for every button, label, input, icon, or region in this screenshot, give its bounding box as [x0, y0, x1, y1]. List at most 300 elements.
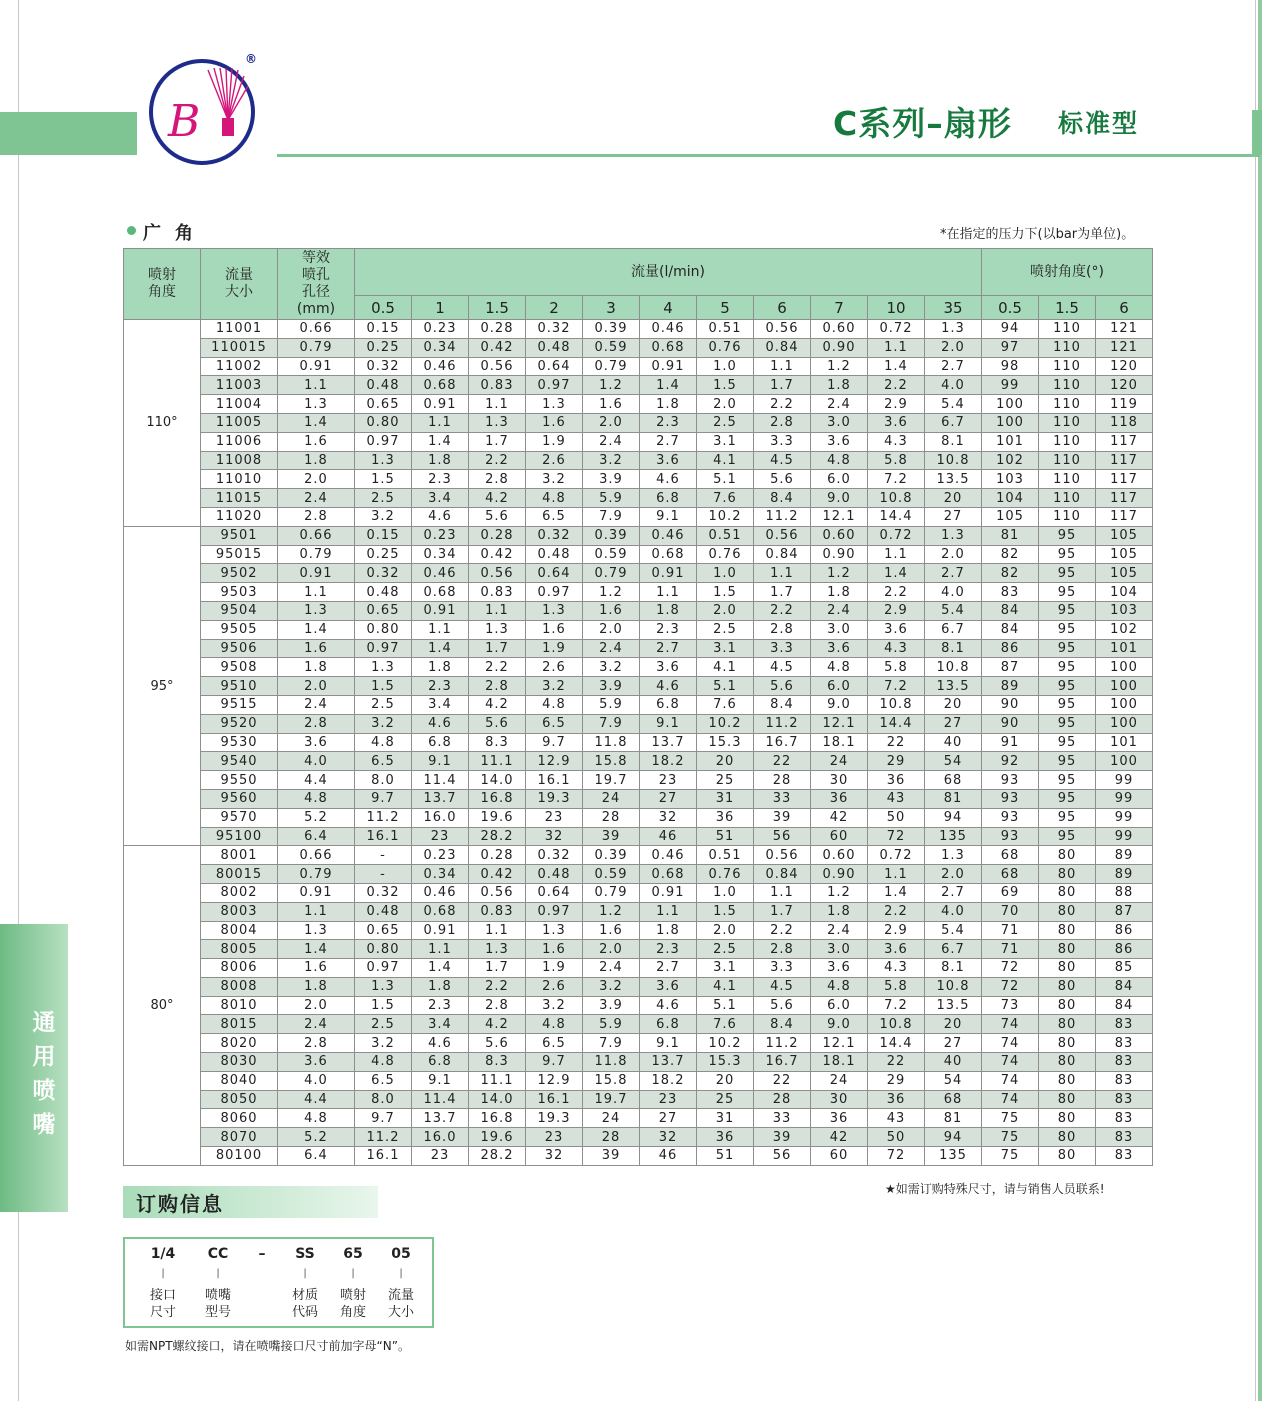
- table-cell: 2.0: [583, 940, 640, 959]
- table-cell: 110: [1039, 357, 1096, 376]
- table-cell: 0.97: [526, 902, 583, 921]
- table-cell: 1.4: [640, 376, 697, 395]
- table-cell: 9501: [201, 526, 278, 545]
- table-cell: 2.6: [526, 977, 583, 996]
- table-cell: 2.4: [583, 959, 640, 978]
- table-cell: 36: [697, 808, 754, 827]
- order-code-connector: |: [216, 1268, 220, 1279]
- table-cell: 13.5: [925, 677, 982, 696]
- table-cell: 0.25: [355, 545, 412, 564]
- table-cell: 36: [868, 1090, 925, 1109]
- table-cell: 3.2: [355, 714, 412, 733]
- table-row: [124, 733, 1153, 752]
- table-cell: 8.1: [925, 432, 982, 451]
- table-cell: 12.1: [811, 714, 868, 733]
- table-row: [124, 1034, 1153, 1053]
- table-cell: 0.80: [355, 413, 412, 432]
- table-cell: 0.46: [412, 883, 469, 902]
- table-cell: 11015: [201, 489, 278, 508]
- table-cell: 80: [1039, 921, 1096, 940]
- table-cell: 0.91: [278, 883, 355, 902]
- table-cell: 4.3: [868, 959, 925, 978]
- table-cell: 28: [583, 808, 640, 827]
- table-cell: 0.25: [355, 338, 412, 357]
- table-cell: 1.8: [278, 451, 355, 470]
- table-cell: 1.7: [754, 902, 811, 921]
- table-cell: 0.51: [697, 526, 754, 545]
- table-row: [124, 808, 1153, 827]
- table-row: [124, 865, 1153, 884]
- table-cell: 19.3: [526, 1109, 583, 1128]
- table-cell: 0.91: [412, 395, 469, 414]
- table-cell: 4.2: [469, 695, 526, 714]
- table-cell: 4.1: [697, 977, 754, 996]
- table-cell: 117: [1096, 470, 1153, 489]
- table-cell: 3.2: [526, 677, 583, 696]
- table-cell: 9.1: [412, 752, 469, 771]
- table-cell: 9.7: [355, 1109, 412, 1128]
- table-cell: 9530: [201, 733, 278, 752]
- table-cell: 9.0: [811, 1015, 868, 1034]
- table-cell: 0.90: [811, 545, 868, 564]
- table-cell: 18.2: [640, 1071, 697, 1090]
- table-row: [124, 376, 1153, 395]
- table-cell: 99: [1096, 771, 1153, 790]
- npt-note: 如需NPT螺纹接口，请在喷嘴接口尺寸前加字母“N”。: [125, 1339, 410, 1353]
- table-cell: 1.0: [697, 357, 754, 376]
- table-cell: 110: [1039, 413, 1096, 432]
- table-cell: 1.2: [811, 883, 868, 902]
- table-cell: 3.3: [754, 432, 811, 451]
- table-cell: 0.56: [754, 320, 811, 339]
- table-cell: 19.3: [526, 789, 583, 808]
- table-cell: 1.6: [278, 432, 355, 451]
- table-cell: 33: [754, 1109, 811, 1128]
- table-cell: 2.7: [925, 564, 982, 583]
- table-cell: 2.7: [925, 357, 982, 376]
- table-cell: 2.4: [811, 395, 868, 414]
- table-cell: 9.7: [355, 789, 412, 808]
- table-cell: 4.8: [526, 695, 583, 714]
- table-cell: 0.68: [412, 376, 469, 395]
- group-angle: 80°: [124, 846, 201, 1166]
- table-row: [124, 545, 1153, 564]
- table-cell: 4.5: [754, 977, 811, 996]
- table-cell: 7.6: [697, 489, 754, 508]
- table-cell: 1.1: [868, 865, 925, 884]
- table-cell: 74: [982, 1071, 1039, 1090]
- table-cell: 2.5: [355, 489, 412, 508]
- table-cell: 95015: [201, 545, 278, 564]
- table-cell: 94: [925, 1128, 982, 1147]
- table-cell: 8030: [201, 1053, 278, 1072]
- table-cell: 0.97: [355, 639, 412, 658]
- table-cell: 60: [811, 827, 868, 846]
- table-cell: 8040: [201, 1071, 278, 1090]
- table-cell: 0.72: [868, 526, 925, 545]
- table-cell: 5.6: [754, 677, 811, 696]
- table-cell: 11.2: [754, 714, 811, 733]
- table-cell: 93: [982, 771, 1039, 790]
- table-cell: 95: [1039, 789, 1096, 808]
- table-cell: 0.28: [469, 526, 526, 545]
- table-cell: 27: [925, 1034, 982, 1053]
- table-cell: 23: [526, 1128, 583, 1147]
- table-cell: 95: [1039, 733, 1096, 752]
- page-title: C系列–扇形: [833, 104, 1012, 143]
- table-cell: 3.4: [412, 695, 469, 714]
- header-capacity: 流量 大小: [201, 249, 278, 320]
- table-cell: 2.2: [469, 451, 526, 470]
- table-cell: 20: [925, 695, 982, 714]
- table-cell: 1.6: [526, 413, 583, 432]
- table-row: [124, 658, 1153, 677]
- table-cell: 74: [982, 1034, 1039, 1053]
- table-row: [124, 677, 1153, 696]
- table-cell: 32: [640, 808, 697, 827]
- table-cell: 0.46: [640, 846, 697, 865]
- table-cell: 6.5: [526, 714, 583, 733]
- table-cell: 3.4: [412, 1015, 469, 1034]
- table-cell: 11.2: [355, 808, 412, 827]
- table-cell: 5.9: [583, 489, 640, 508]
- table-cell: 2.2: [754, 395, 811, 414]
- table-row: [124, 940, 1153, 959]
- table-cell: 0.79: [278, 338, 355, 357]
- table-row: [124, 413, 1153, 432]
- table-cell: 1.5: [355, 470, 412, 489]
- table-cell: 4.0: [278, 1071, 355, 1090]
- table-cell: 51: [697, 827, 754, 846]
- table-cell: 9570: [201, 808, 278, 827]
- table-cell: 110: [1039, 489, 1096, 508]
- table-cell: 1.4: [412, 959, 469, 978]
- table-cell: 110: [1039, 432, 1096, 451]
- table-cell: 16.7: [754, 1053, 811, 1072]
- table-row: [124, 470, 1153, 489]
- table-cell: 22: [868, 1053, 925, 1072]
- table-cell: 1.1: [412, 413, 469, 432]
- table-cell: 93: [982, 827, 1039, 846]
- table-cell: 23: [640, 771, 697, 790]
- table-cell: 86: [1096, 921, 1153, 940]
- table-cell: 1.1: [412, 620, 469, 639]
- brand-logo: [148, 58, 256, 166]
- table-cell: 0.15: [355, 526, 412, 545]
- table-cell: 95: [1039, 639, 1096, 658]
- table-cell: 4.6: [412, 1034, 469, 1053]
- table-cell: 22: [754, 752, 811, 771]
- table-cell: 20: [697, 1071, 754, 1090]
- table-cell: 103: [982, 470, 1039, 489]
- table-cell: 2.2: [868, 902, 925, 921]
- table-cell: 1.1: [754, 883, 811, 902]
- order-code-part: 1/4: [150, 1246, 176, 1262]
- table-cell: 110: [1039, 507, 1096, 526]
- table-cell: 0.56: [754, 526, 811, 545]
- table-cell: 3.9: [583, 677, 640, 696]
- table-row: [124, 977, 1153, 996]
- table-cell: 4.6: [412, 507, 469, 526]
- table-cell: 11.4: [412, 771, 469, 790]
- table-cell: 4.6: [640, 996, 697, 1015]
- order-code-description: 流量 大小: [387, 1288, 414, 1320]
- table-cell: 2.5: [697, 620, 754, 639]
- table-cell: 22: [868, 733, 925, 752]
- table-cell: 5.6: [469, 507, 526, 526]
- table-cell: 0.66: [278, 320, 355, 339]
- table-row: [124, 959, 1153, 978]
- table-cell: 89: [1096, 865, 1153, 884]
- table-cell: 10.8: [868, 489, 925, 508]
- table-cell: 18.1: [811, 1053, 868, 1072]
- table-cell: 20: [925, 489, 982, 508]
- table-cell: 3.6: [811, 639, 868, 658]
- table-cell: 2.3: [640, 940, 697, 959]
- table-cell: 8.1: [925, 639, 982, 658]
- table-cell: 1.3: [469, 620, 526, 639]
- table-cell: 8015: [201, 1015, 278, 1034]
- table-row: [124, 489, 1153, 508]
- table-cell: 15.3: [697, 1053, 754, 1072]
- table-cell: 103: [1096, 601, 1153, 620]
- table-cell: 68: [982, 865, 1039, 884]
- table-cell: 99: [1096, 789, 1153, 808]
- table-cell: 0.65: [355, 601, 412, 620]
- table-cell: 0.46: [640, 526, 697, 545]
- table-cell: 0.39: [583, 846, 640, 865]
- table-cell: 1.6: [278, 959, 355, 978]
- table-cell: 27: [925, 714, 982, 733]
- table-cell: 1.0: [697, 883, 754, 902]
- table-cell: 2.8: [278, 714, 355, 733]
- table-cell: 1.8: [811, 583, 868, 602]
- table-cell: 3.1: [697, 639, 754, 658]
- table-cell: 75: [982, 1128, 1039, 1147]
- table-cell: 2.6: [526, 451, 583, 470]
- table-cell: 11003: [201, 376, 278, 395]
- table-cell: 100: [1096, 695, 1153, 714]
- order-code-description: 喷嘴 型号: [204, 1288, 231, 1320]
- table-cell: 0.15: [355, 320, 412, 339]
- table-cell: 2.8: [469, 470, 526, 489]
- table-cell: 1.7: [754, 583, 811, 602]
- table-cell: 39: [583, 827, 640, 846]
- table-cell: 95: [1039, 714, 1096, 733]
- table-cell: 11.8: [583, 733, 640, 752]
- table-cell: 1.1: [754, 357, 811, 376]
- table-cell: 80: [1039, 1053, 1096, 1072]
- table-cell: 0.56: [469, 564, 526, 583]
- table-cell: 28.2: [469, 1147, 526, 1166]
- table-cell: 2.5: [697, 940, 754, 959]
- table-cell: 0.79: [583, 564, 640, 583]
- table-cell: 0.79: [278, 865, 355, 884]
- table-row: [124, 827, 1153, 846]
- table-cell: 1.8: [412, 658, 469, 677]
- section-title: 广角: [143, 223, 207, 244]
- table-cell: 74: [982, 1090, 1039, 1109]
- table-cell: 2.0: [697, 601, 754, 620]
- table-row: [124, 752, 1153, 771]
- table-cell: 3.2: [526, 470, 583, 489]
- table-cell: 8020: [201, 1034, 278, 1053]
- table-row: [124, 395, 1153, 414]
- table-cell: 0.91: [640, 883, 697, 902]
- table-cell: 6.8: [640, 695, 697, 714]
- table-cell: 32: [526, 1147, 583, 1166]
- table-cell: 36: [697, 1128, 754, 1147]
- table-cell: 0.48: [355, 902, 412, 921]
- table-cell: 1.1: [868, 545, 925, 564]
- table-cell: 89: [982, 677, 1039, 696]
- table-cell: 2.9: [868, 921, 925, 940]
- table-cell: 11.8: [583, 1053, 640, 1072]
- table-cell: 80: [1039, 865, 1096, 884]
- table-cell: 81: [925, 1109, 982, 1128]
- table-cell: 2.0: [925, 338, 982, 357]
- table-cell: 95: [1039, 658, 1096, 677]
- table-cell: 4.6: [640, 470, 697, 489]
- table-row: [124, 338, 1153, 357]
- table-cell: 18.1: [811, 733, 868, 752]
- table-cell: 22: [754, 1071, 811, 1090]
- table-cell: 100: [982, 395, 1039, 414]
- table-cell: 4.3: [868, 432, 925, 451]
- table-cell: 32: [640, 1128, 697, 1147]
- table-cell: 84: [982, 620, 1039, 639]
- table-cell: 95: [1039, 808, 1096, 827]
- table-cell: 6.5: [355, 1071, 412, 1090]
- table-cell: 2.0: [583, 620, 640, 639]
- table-row: [124, 1053, 1153, 1072]
- table-cell: 1.4: [278, 413, 355, 432]
- table-cell: 1.3: [925, 320, 982, 339]
- table-cell: 9560: [201, 789, 278, 808]
- table-cell: 1.6: [526, 940, 583, 959]
- table-cell: 4.4: [278, 1090, 355, 1109]
- table-cell: 2.3: [412, 996, 469, 1015]
- table-cell: 0.97: [355, 959, 412, 978]
- table-cell: 3.0: [811, 413, 868, 432]
- table-cell: 1.3: [278, 395, 355, 414]
- table-cell: 95: [1039, 827, 1096, 846]
- table-cell: 11.4: [412, 1090, 469, 1109]
- table-cell: 28.2: [469, 827, 526, 846]
- table-cell: 5.4: [925, 921, 982, 940]
- table-cell: 101: [1096, 639, 1153, 658]
- table-cell: 80: [1039, 902, 1096, 921]
- table-row: [124, 1128, 1153, 1147]
- table-cell: 1.5: [355, 677, 412, 696]
- table-cell: 14.4: [868, 714, 925, 733]
- table-cell: 0.91: [640, 357, 697, 376]
- table-cell: 1.3: [278, 921, 355, 940]
- table-cell: 80: [1039, 846, 1096, 865]
- table-cell: 2.8: [754, 620, 811, 639]
- table-cell: 6.4: [278, 1147, 355, 1166]
- table-cell: 1.1: [640, 902, 697, 921]
- table-cell: 0.91: [278, 357, 355, 376]
- table-cell: 1.9: [526, 639, 583, 658]
- table-cell: 2.0: [697, 395, 754, 414]
- header-green-band: [0, 112, 137, 155]
- table-cell: 31: [697, 1109, 754, 1128]
- table-cell: 29: [868, 752, 925, 771]
- table-cell: 10.8: [925, 451, 982, 470]
- table-cell: 80: [1039, 977, 1096, 996]
- pressure-header-angle: 6: [1096, 296, 1153, 320]
- table-cell: 2.0: [697, 921, 754, 940]
- order-code-description: 接口 尺寸: [149, 1288, 176, 1320]
- table-cell: 1.1: [754, 564, 811, 583]
- table-cell: 100: [1096, 714, 1153, 733]
- table-cell: 3.2: [583, 451, 640, 470]
- order-code-part: CC: [207, 1246, 229, 1262]
- table-cell: 1.4: [412, 639, 469, 658]
- table-cell: 13.7: [640, 733, 697, 752]
- table-cell: 15.8: [583, 1071, 640, 1090]
- table-cell: 110: [1039, 395, 1096, 414]
- table-cell: 119: [1096, 395, 1153, 414]
- special-size-note: ★如需订购特殊尺寸，请与销售人员联系!: [885, 1182, 1105, 1196]
- table-cell: 54: [925, 1071, 982, 1090]
- table-cell: 20: [925, 1015, 982, 1034]
- table-cell: 12.1: [811, 1034, 868, 1053]
- table-cell: 80015: [201, 865, 278, 884]
- table-cell: 4.0: [925, 583, 982, 602]
- table-row: [124, 583, 1153, 602]
- table-cell: 56: [754, 1147, 811, 1166]
- table-cell: 99: [982, 376, 1039, 395]
- table-cell: 100: [1096, 677, 1153, 696]
- table-cell: 4.8: [278, 1109, 355, 1128]
- table-cell: 3.9: [583, 470, 640, 489]
- table-cell: 3.1: [697, 432, 754, 451]
- table-cell: 72: [982, 959, 1039, 978]
- table-cell: 120: [1096, 376, 1153, 395]
- table-cell: 9.1: [640, 507, 697, 526]
- table-cell: 12.9: [526, 752, 583, 771]
- table-cell: 10.8: [925, 977, 982, 996]
- table-row: [124, 639, 1153, 658]
- table-row: [124, 1071, 1153, 1090]
- order-code-part: –: [258, 1246, 266, 1262]
- table-cell: 9520: [201, 714, 278, 733]
- right-edge-tab: [1252, 110, 1262, 155]
- table-cell: 1.8: [412, 977, 469, 996]
- table-cell: 4.2: [469, 1015, 526, 1034]
- table-cell: 0.90: [811, 338, 868, 357]
- table-cell: 91: [982, 733, 1039, 752]
- table-cell: 0.46: [412, 564, 469, 583]
- table-cell: 2.4: [811, 921, 868, 940]
- table-cell: 73: [982, 996, 1039, 1015]
- table-cell: 3.2: [583, 658, 640, 677]
- table-cell: 4.2: [469, 489, 526, 508]
- table-cell: 16.0: [412, 808, 469, 827]
- table-cell: 0.28: [469, 320, 526, 339]
- table-cell: 104: [1096, 583, 1153, 602]
- table-cell: 13.7: [640, 1053, 697, 1072]
- table-cell: 2.3: [412, 677, 469, 696]
- table-cell: 9506: [201, 639, 278, 658]
- table-cell: 82: [982, 564, 1039, 583]
- table-cell: 1.7: [469, 959, 526, 978]
- order-code-connector: |: [303, 1268, 307, 1279]
- table-cell: 99: [1096, 808, 1153, 827]
- header-spray-angle: 喷射 角度: [124, 249, 201, 320]
